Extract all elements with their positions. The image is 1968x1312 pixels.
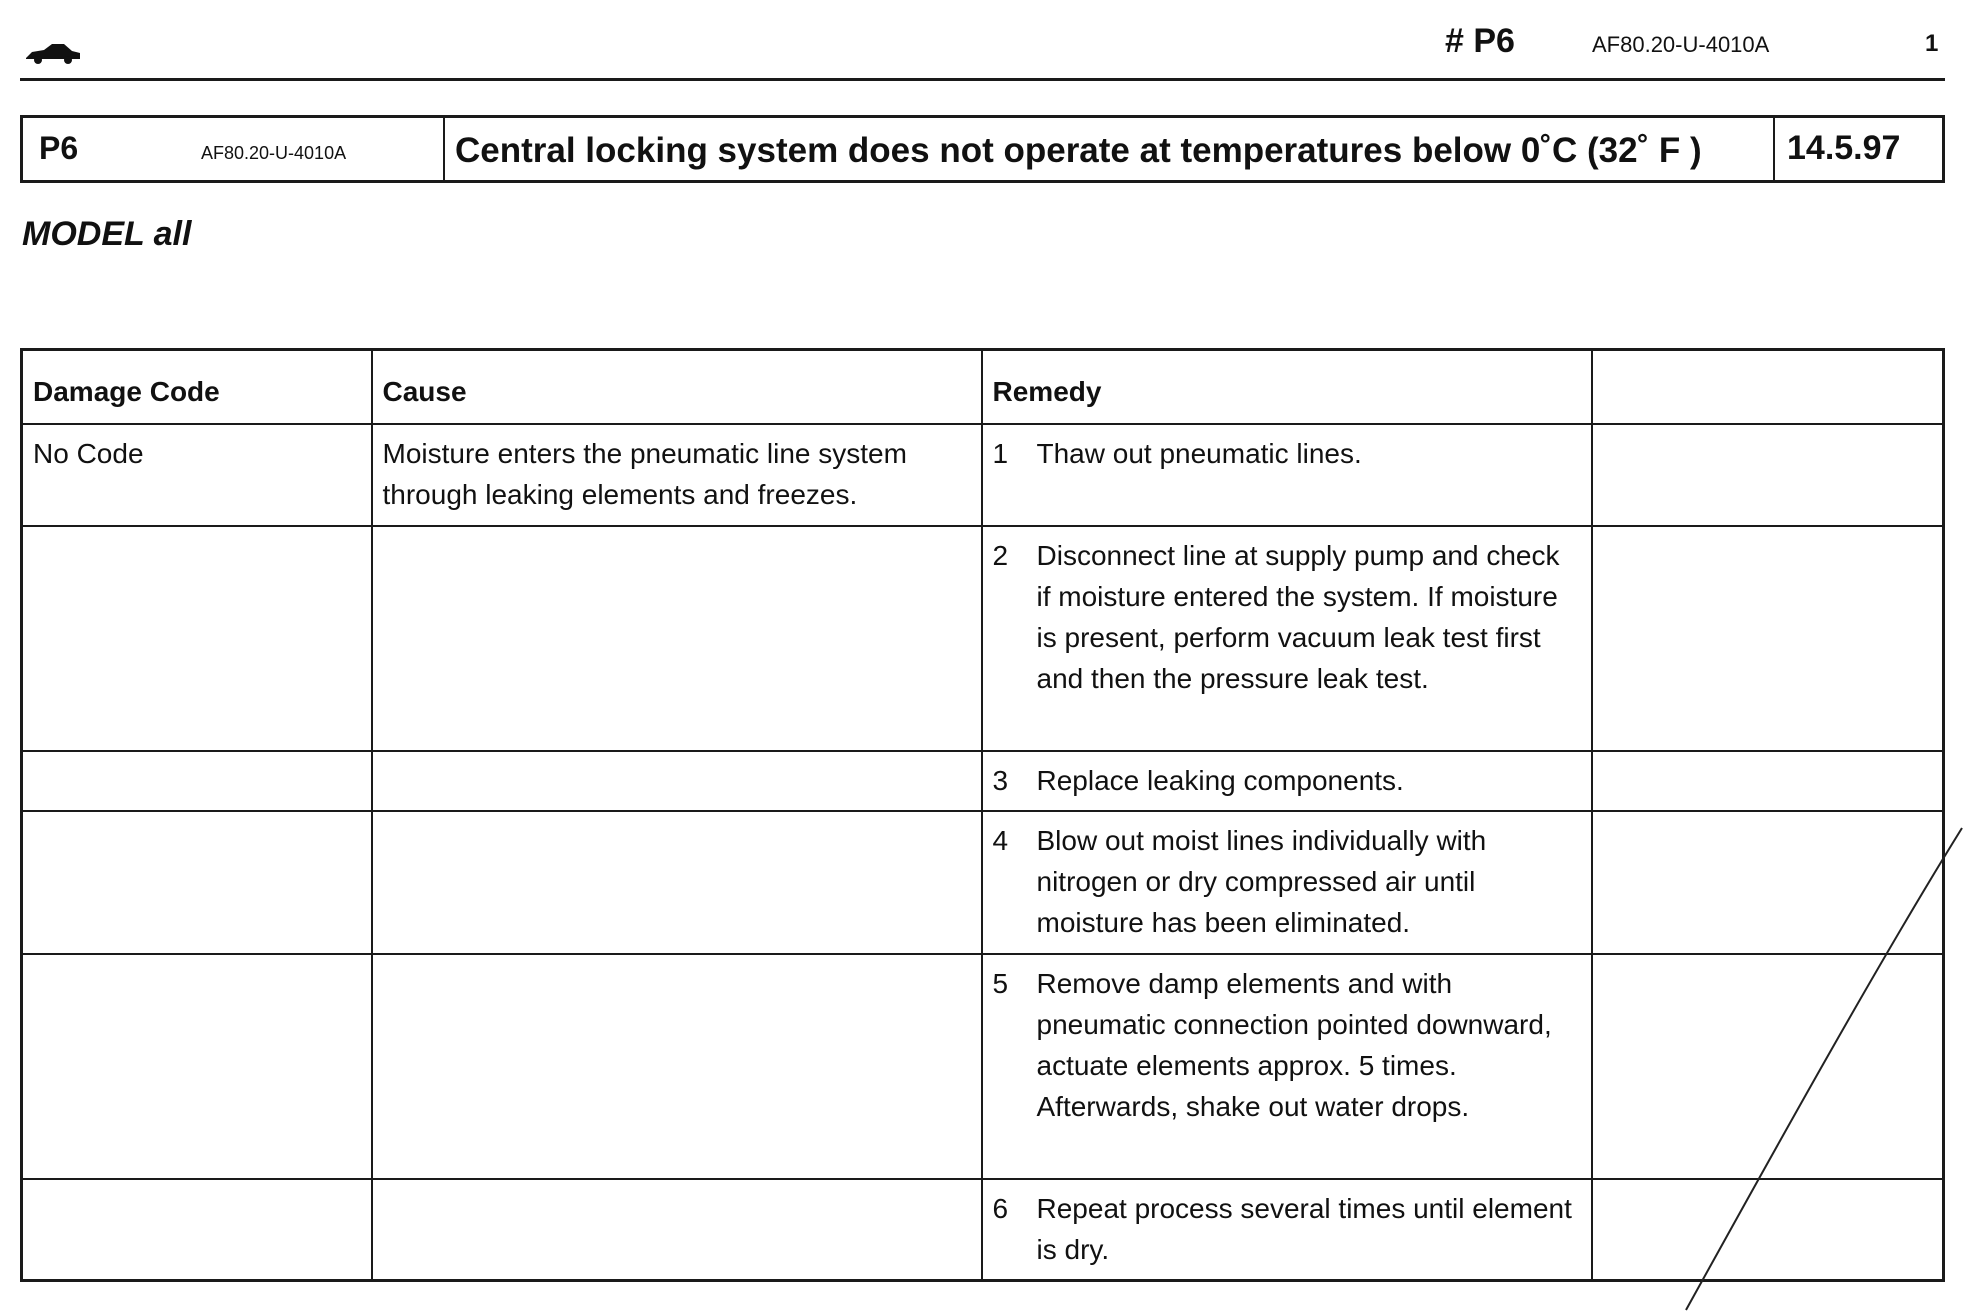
remedy-cell xyxy=(982,1179,1592,1281)
table-row xyxy=(22,751,1944,811)
remedy-step-number: 4 xyxy=(992,824,1009,856)
extra-cell xyxy=(1592,811,1944,954)
cause-cell xyxy=(372,751,982,811)
remedy-cell xyxy=(982,424,1592,526)
document-date: 14.5.97 xyxy=(1787,129,1901,167)
remedy-step-number: 6 xyxy=(992,1192,1009,1224)
title-box-code-cell xyxy=(23,118,445,180)
table-row xyxy=(22,954,1944,1179)
title-box-date-cell xyxy=(1775,118,1942,180)
remedy-step-number: 3 xyxy=(992,764,1009,796)
remedy-step-text: Remove damp elements and with pneumatic connection pointed downward, actuate elements approx. 5 times. Afterwards, shake out water drops. xyxy=(1036,967,1552,1122)
header-cause: Cause xyxy=(372,350,982,424)
title-box xyxy=(20,115,1945,183)
remedy-step-text: Repeat process several times until element is dry. xyxy=(1036,1192,1572,1265)
remedy-cell xyxy=(982,954,1592,1179)
remedy-step-number: 2 xyxy=(992,539,1009,571)
remedy-step-text: Blow out moist lines individually with nitrogen or dry compressed air until moisture has been eliminated. xyxy=(1036,824,1487,938)
remedy-cell xyxy=(982,751,1592,811)
remedy-cell xyxy=(982,811,1592,954)
table-row xyxy=(22,424,1944,526)
title-box-code: P6 xyxy=(39,130,79,166)
table-header-row xyxy=(22,350,1944,424)
header-code: # P6 xyxy=(1445,22,1515,60)
table-row xyxy=(22,1179,1944,1281)
model-label: MODEL all xyxy=(22,215,192,253)
header-remedy: Remedy xyxy=(982,350,1592,424)
car-icon xyxy=(24,40,82,66)
diagnosis-table xyxy=(20,348,1945,1282)
damage-code-cell xyxy=(22,811,372,954)
cause-cell: Moisture enters the pneumatic line system through leaking elements and freezes. xyxy=(372,424,982,526)
cause-cell xyxy=(372,1179,982,1281)
remedy-step-number: 5 xyxy=(992,967,1009,999)
extra-cell xyxy=(1592,954,1944,1179)
damage-code-cell: No Code xyxy=(22,424,372,526)
header-damage-code: Damage Code xyxy=(22,350,372,424)
damage-code-cell xyxy=(22,1179,372,1281)
extra-cell xyxy=(1592,424,1944,526)
remedy-step-text: Thaw out pneumatic lines. xyxy=(1036,437,1362,469)
document-title: Central locking system does not operate at temperatures below 0˚C (32˚ F ) xyxy=(455,131,1702,170)
extra-cell xyxy=(1592,751,1944,811)
page-number: 1 xyxy=(1925,30,1939,57)
cause-cell xyxy=(372,811,982,954)
title-box-title-cell xyxy=(445,118,1775,180)
remedy-step-text: Replace leaking components. xyxy=(1036,764,1404,796)
page-header xyxy=(20,18,1945,81)
header-document-number: AF80.20-U-4010A xyxy=(1592,32,1770,57)
title-box-document-number: AF80.20-U-4010A xyxy=(201,143,347,163)
remedy-step-text: Disconnect line at supply pump and check if moisture entered the system. If moisture is present, perform vacuum leak test first and then the pressure leak test. xyxy=(1036,539,1560,694)
damage-code-cell xyxy=(22,526,372,751)
extra-cell xyxy=(1592,526,1944,751)
table-row xyxy=(22,811,1944,954)
cause-cell xyxy=(372,954,982,1179)
damage-code-cell xyxy=(22,954,372,1179)
damage-code-cell xyxy=(22,751,372,811)
table-row xyxy=(22,526,1944,751)
remedy-step-number: 1 xyxy=(992,437,1009,469)
remedy-cell xyxy=(982,526,1592,751)
header-extra xyxy=(1592,350,1944,424)
cause-cell xyxy=(372,526,982,751)
extra-cell xyxy=(1592,1179,1944,1281)
